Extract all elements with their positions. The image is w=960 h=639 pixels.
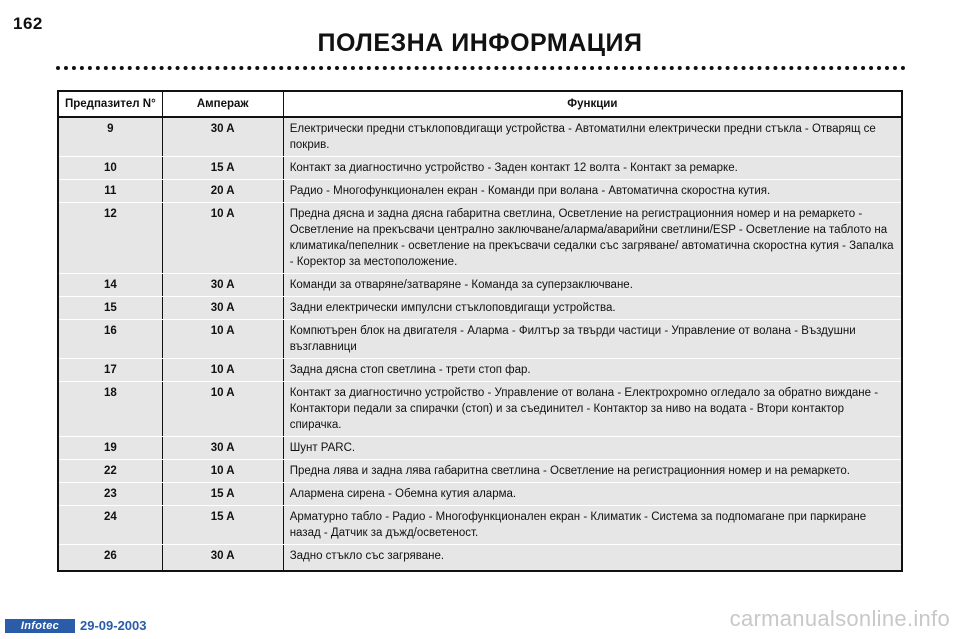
- amperage-cell: 15 A: [162, 483, 283, 506]
- amperage-cell: 10 A: [162, 359, 283, 382]
- table-row: [58, 460, 902, 483]
- table-row: [58, 359, 902, 382]
- fuse-number-cell: 23: [58, 483, 162, 506]
- footer-date: 29-09-2003: [80, 618, 147, 633]
- table-row: [58, 437, 902, 460]
- amperage-cell: 10 A: [162, 382, 283, 437]
- fuse-number-cell: 26: [58, 545, 162, 572]
- fuse-table: [57, 90, 903, 572]
- fuse-number-cell: 16: [58, 320, 162, 359]
- fuse-number-cell: 15: [58, 297, 162, 320]
- header-amperage: Ампераж: [162, 91, 283, 117]
- watermark: carmanualsonline.info: [729, 606, 950, 631]
- functions-cell: Алармена сирена - Обемна кутия аларма.: [283, 483, 902, 506]
- functions-cell: Задна дясна стоп светлина - трети стоп фар.: [283, 359, 902, 382]
- amperage-cell: 15 A: [162, 506, 283, 545]
- functions-cell: Задно стъкло със загряване.: [283, 545, 902, 572]
- amperage-cell: 30 A: [162, 297, 283, 320]
- functions-cell: Предна лява и задна лява габаритна светлина - Осветление на регистрационния номер и на ремаркето.: [283, 460, 902, 483]
- fuse-number-cell: 22: [58, 460, 162, 483]
- table-row: [58, 545, 902, 572]
- functions-cell: Арматурно табло - Радио - Многофункционален екран - Климатик - Система за подпомагане при паркиране назад - Датчик за дъжд/осветеност.: [283, 506, 902, 545]
- fuse-number-cell: 18: [58, 382, 162, 437]
- functions-cell: Електрически предни стъклоповдигащи устройства - Автоматилни електрически предни стъкла - Отварящ се покрив.: [283, 117, 902, 157]
- functions-cell: Контакт за диагностично устройство - Управление от волана - Електрохромно огледало за обратно виждане - Контактори педали за спирачки (стоп) и за съединител - Контактор за ниво на водата - Втори контактор спирачка.: [283, 382, 902, 437]
- fuse-number-cell: 19: [58, 437, 162, 460]
- fuse-number-cell: 9: [58, 117, 162, 157]
- amperage-cell: 20 A: [162, 180, 283, 203]
- amperage-cell: 30 A: [162, 545, 283, 572]
- table-row: [58, 117, 902, 157]
- amperage-cell: 15 A: [162, 157, 283, 180]
- header-functions: Функции: [283, 91, 902, 117]
- table-row: [58, 203, 902, 274]
- table-row: [58, 297, 902, 320]
- functions-cell: Шунт PARC.: [283, 437, 902, 460]
- page-number: 162: [13, 14, 43, 33]
- functions-cell: Радио - Многофункционален екран - Команди при волана - Автоматична скоростна кутия.: [283, 180, 902, 203]
- functions-cell: Задни електрически импулсни стъклоповдигащи устройства.: [283, 297, 902, 320]
- fuse-number-cell: 14: [58, 274, 162, 297]
- fuse-number-cell: 10: [58, 157, 162, 180]
- table-row: [58, 506, 902, 545]
- functions-cell: Контакт за диагностично устройство - Заден контакт 12 волта - Контакт за ремарке.: [283, 157, 902, 180]
- amperage-cell: 30 A: [162, 437, 283, 460]
- fuse-number-cell: 24: [58, 506, 162, 545]
- amperage-cell: 10 A: [162, 320, 283, 359]
- table-row: [58, 157, 902, 180]
- fuse-number-cell: 17: [58, 359, 162, 382]
- functions-cell: Предна дясна и задна дясна габаритна светлина, Осветление на регистрационния номер и на ремаркето - Осветление на прекъсвачи централно заключване/аларма/аварийни светлини/ESP - Осветление на таблото на климатика/пепелник - осветление на прекъсвачи седалки със загряване/ автоматична скоростна кутия - Запалка - Коректор за местоположение.: [283, 203, 902, 274]
- table-row: [58, 382, 902, 437]
- table-body: [58, 117, 902, 571]
- amperage-cell: 30 A: [162, 117, 283, 157]
- dotted-divider: [56, 66, 906, 70]
- table-row: [58, 320, 902, 359]
- infotec-logo: Infotec: [5, 619, 75, 633]
- functions-cell: Команди за отваряне/затваряне - Команда за суперзаключване.: [283, 274, 902, 297]
- functions-cell: Компютърен блок на двигателя - Аларма - Филтър за твърди частици - Управление от волана - Въздушни възглавници: [283, 320, 902, 359]
- header-fuse-number: Предпазител N°: [58, 91, 162, 117]
- amperage-cell: 10 A: [162, 203, 283, 274]
- fuse-number-cell: 11: [58, 180, 162, 203]
- table-header-row: [58, 91, 902, 117]
- page-title: ПОЛЕЗНА ИНФОРМАЦИЯ: [317, 29, 643, 57]
- amperage-cell: 30 A: [162, 274, 283, 297]
- table-row: [58, 483, 902, 506]
- amperage-cell: 10 A: [162, 460, 283, 483]
- fuse-number-cell: 12: [58, 203, 162, 274]
- table-row: [58, 274, 902, 297]
- table-row: [58, 180, 902, 203]
